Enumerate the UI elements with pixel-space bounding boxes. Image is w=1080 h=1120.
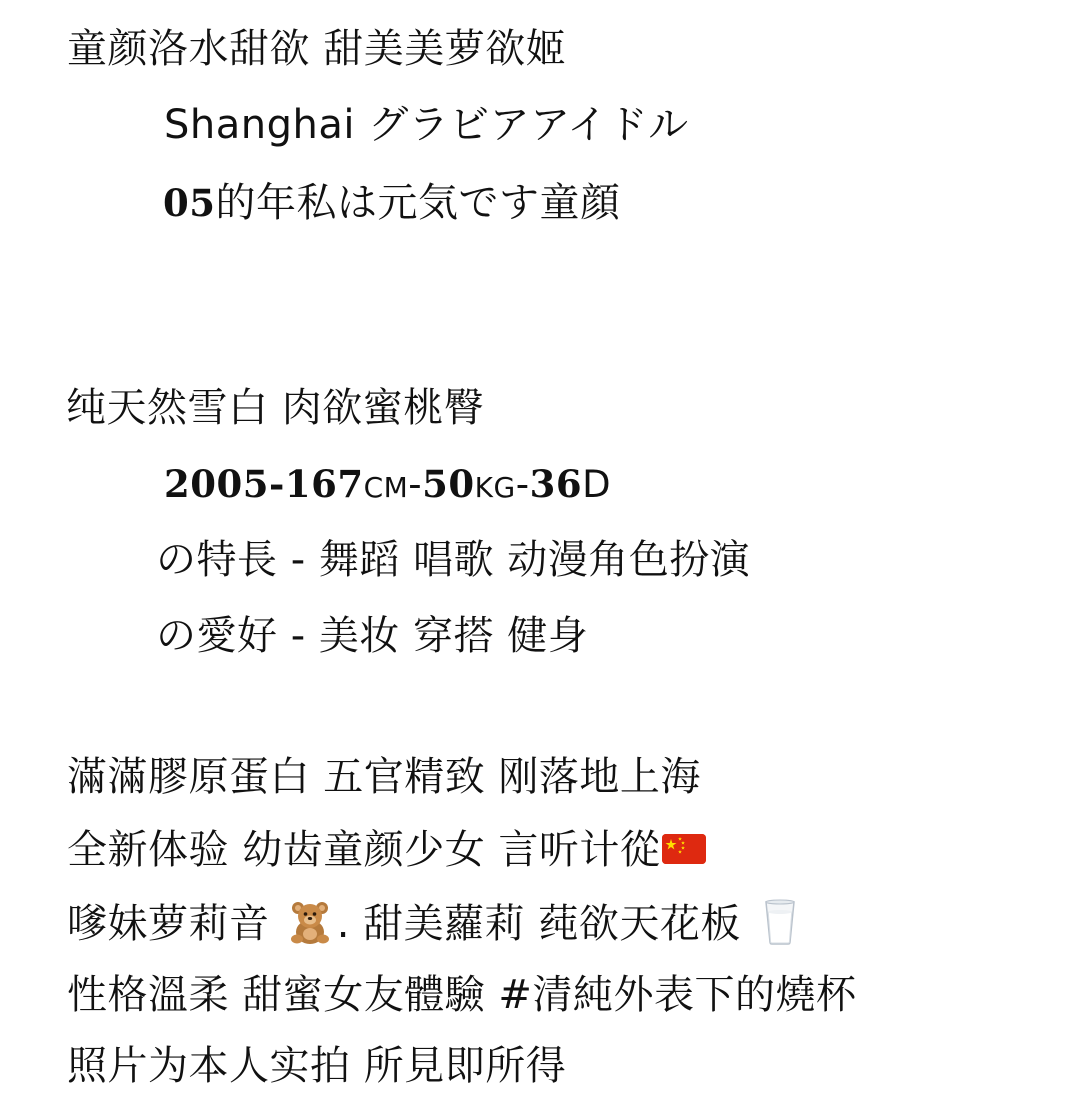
line-7: の愛好 - 美妆 穿搭 健身: [156, 613, 589, 659]
line-11: 性格溫柔 甜蜜女友體驗 #清純外表下的燒杯: [67, 972, 857, 1018]
china-flag-icon: [662, 834, 706, 864]
stat-year-height: 2005-167: [164, 462, 364, 506]
stat-unit-cm: CM: [363, 471, 409, 504]
teddy-bear-icon: [287, 899, 333, 945]
stat-weight: 50: [422, 462, 475, 506]
line-4: 纯天然雪白 肉欲蜜桃臀: [66, 385, 485, 431]
line-9: [67, 827, 706, 873]
line-3-text: 的年私は元気です童顔: [215, 180, 621, 226]
line-9-text: 全新体验 幼齿童颜少女 言听计從: [67, 827, 661, 873]
stat-cup: D: [582, 463, 612, 506]
line-3-number: 05: [163, 181, 216, 225]
line-1: 童颜洛水甜欲 甜美美萝欲姬: [67, 26, 567, 72]
stat-sep-2: -: [515, 463, 530, 506]
line-5-stats: [164, 464, 611, 504]
stat-bust: 36: [529, 462, 583, 506]
line-10-text-a: 嗲妹萝莉音: [67, 901, 283, 947]
line-10: [67, 902, 800, 950]
line-6: の特長 - 舞蹈 唱歌 动漫角色扮演: [156, 537, 751, 583]
stat-sep-1: -: [408, 463, 423, 506]
line-12: 照片为本人实拍 所見即所得: [67, 1043, 567, 1089]
stat-unit-kg: KG: [474, 471, 516, 504]
glass-of-milk-icon: [760, 898, 800, 946]
line-2: Shanghai グラビアアイドル: [164, 102, 689, 148]
line-8: 滿滿膠原蛋白 五官精致 刚落地上海: [67, 754, 701, 800]
line-10-text-b: . 甜美蘿莉 莼欲天花板: [336, 901, 755, 947]
line-3: [163, 180, 621, 226]
